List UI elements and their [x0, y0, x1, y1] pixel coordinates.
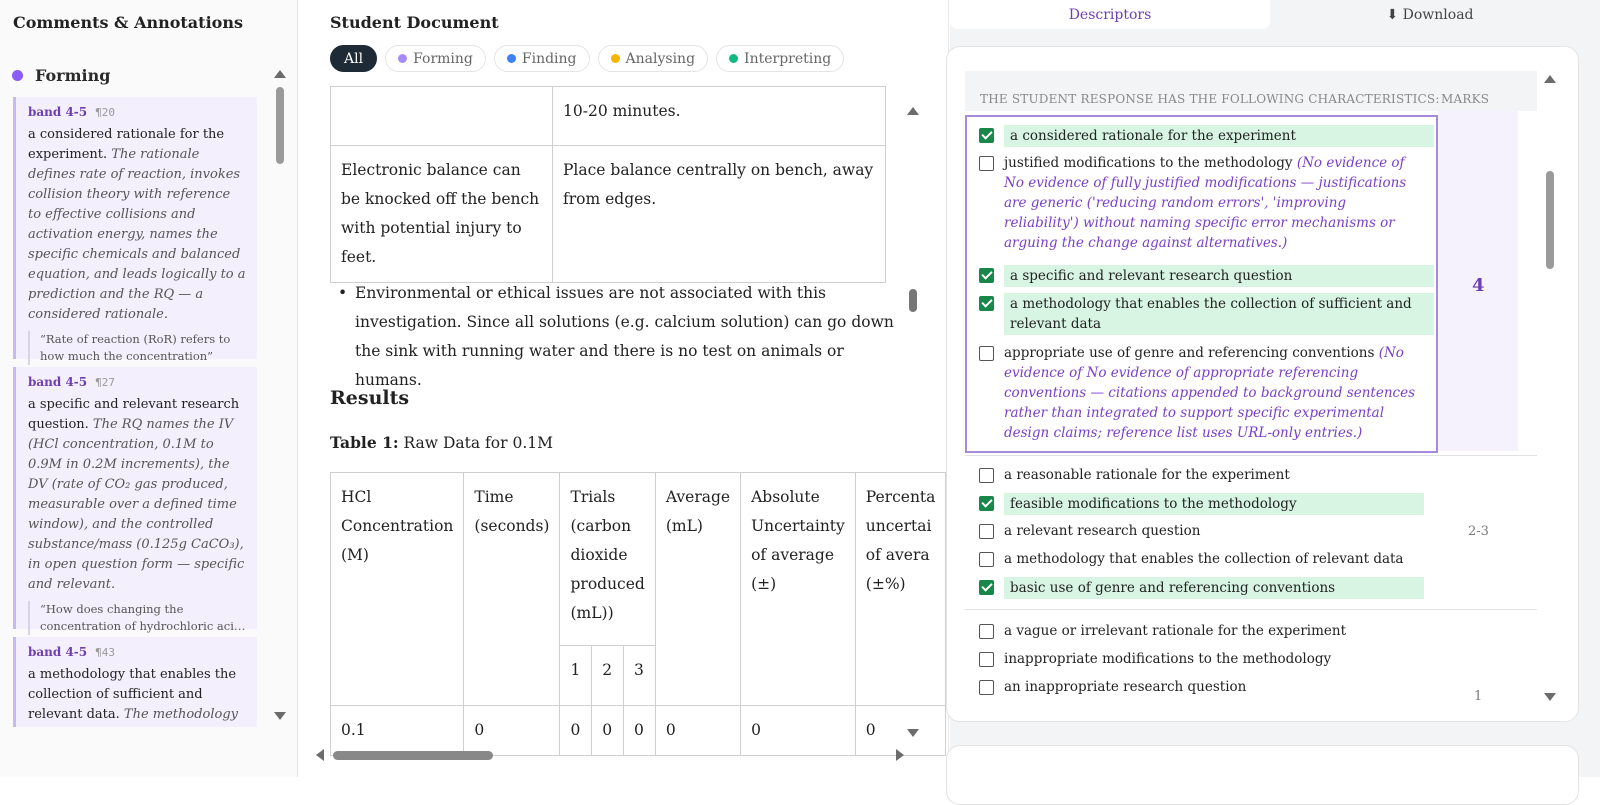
comment-text: The RQ names the IV (HCl concentration, 0.1M to 0.9M in 0.2M increments), the DV (rate of CO₂ gas produced, measurable over a defined time window), and the controlled substance/mass (0.125g CaCO₃), in open question form — specific and relevant. [28, 417, 245, 592]
descriptor-item[interactable]: basic use of genre and referencing conventions [979, 577, 1424, 599]
annotation-card[interactable] [13, 367, 257, 633]
annotation-card[interactable] [13, 97, 257, 363]
paragraph-ref: ¶20 [95, 106, 116, 119]
download-button[interactable]: ⬇ Download [1386, 6, 1474, 23]
panel-title: Comments & Annotations [13, 13, 243, 32]
group-header-forming[interactable] [12, 66, 110, 85]
filter-forming[interactable]: Forming [385, 45, 486, 72]
table-cell: 0 [560, 706, 592, 756]
checkbox[interactable] [979, 652, 994, 667]
forming-dot-icon [12, 70, 23, 81]
filter-analysing[interactable]: Analysing [598, 45, 709, 72]
band-label: band 4-5 [28, 645, 88, 659]
checkbox[interactable] [979, 156, 994, 171]
descriptor-lead: a specific and relevant research question. [28, 397, 240, 432]
doc-hscrollbar-thumb[interactable] [333, 751, 493, 760]
descriptor-item[interactable]: feasible modifications to the methodology [979, 493, 1424, 515]
quote-excerpt: “How does changing the concentration of hydrochloric aci… [28, 601, 247, 635]
descriptor-item[interactable]: a reasonable rationale for the experiment [979, 465, 1290, 485]
tab-bar [950, 0, 1590, 29]
secondary-card [946, 745, 1579, 805]
filter-finding[interactable]: Finding [494, 45, 590, 72]
group-label: Forming [35, 66, 111, 85]
filter-interpreting[interactable]: Interpreting [716, 45, 844, 72]
interpreting-dot-icon [729, 54, 738, 63]
descriptor-lead: a methodology that enables the collection of sufficient and relevant data. [28, 667, 237, 722]
finding-dot-icon [507, 54, 516, 63]
bullet-paragraph: • Environmental or ethical issues are not associated with this investigation. Since all solutions (e.g. calcium solution) can go down the sink with running water and there is no test on animals or humans. [338, 279, 894, 395]
descriptor-lead: a considered rationale for the experiment. [28, 127, 225, 162]
table-cell: 0 [655, 706, 740, 756]
table-cell: 0 [855, 706, 946, 756]
scroll-up-icon[interactable] [1544, 75, 1556, 83]
band-mark: 1 [1474, 689, 1483, 704]
marks-header: MARKS [1441, 92, 1490, 106]
descriptor-item[interactable]: a vague or irrelevant rationale for the experiment [979, 621, 1346, 641]
table-cell [331, 87, 553, 146]
band-mark: 4 [1472, 275, 1485, 296]
checkbox[interactable] [979, 552, 994, 567]
scroll-down-icon[interactable] [907, 729, 919, 737]
checkbox[interactable] [979, 580, 994, 595]
document-content [330, 96, 936, 761]
scroll-up-icon[interactable] [274, 70, 286, 78]
column-header: HCl Concentration (M) [331, 473, 464, 706]
column-header: Time (seconds) [464, 473, 560, 706]
band-row-2-3[interactable] [965, 463, 1438, 607]
paragraph-ref: ¶43 [95, 646, 116, 659]
band-mark: 2-3 [1468, 524, 1489, 539]
scroll-down-icon[interactable] [1544, 693, 1556, 701]
band-row-4[interactable] [965, 115, 1438, 453]
column-header: 1 [560, 645, 592, 705]
table-cell: Place balance centrally on bench, away from edges. [553, 146, 886, 283]
table-cell: 10-20 minutes. [553, 87, 886, 146]
checkbox[interactable] [979, 296, 994, 311]
checkbox[interactable] [979, 524, 994, 539]
document-panel [299, 0, 949, 777]
paragraph-ref: ¶27 [95, 376, 116, 389]
checkbox[interactable] [979, 496, 994, 511]
checkbox[interactable] [979, 346, 994, 361]
rubric-card [946, 46, 1579, 722]
descriptor-item[interactable]: an inappropriate research question [979, 677, 1246, 697]
scroll-up-icon[interactable] [907, 107, 919, 115]
analysing-dot-icon [611, 54, 620, 63]
column-header: Trials (carbon dioxide produced (mL)) [560, 473, 655, 646]
section-heading: Results [330, 387, 410, 409]
table-cell: Electronic balance can be knocked off the bench with potential injury to feet. [331, 146, 553, 283]
scroll-left-icon[interactable] [316, 749, 324, 761]
forming-dot-icon [398, 54, 407, 63]
descriptors-panel [950, 0, 1600, 777]
table-cell: 0 [741, 706, 856, 756]
checkbox[interactable] [979, 268, 994, 283]
table-cell: 0.1 [331, 706, 464, 756]
checkbox[interactable] [979, 468, 994, 483]
panel-title: Student Document [330, 13, 499, 32]
annotation-card[interactable] [13, 637, 257, 727]
checkbox[interactable] [979, 128, 994, 143]
scroll-right-icon[interactable] [896, 749, 904, 761]
table-caption: Table 1: Raw Data for 0.1M [330, 433, 553, 452]
checkbox[interactable] [979, 680, 994, 695]
checkbox[interactable] [979, 624, 994, 639]
band-label: band 4-5 [28, 375, 88, 389]
descriptor-item[interactable]: a methodology that enables the collection of relevant data [979, 549, 1403, 569]
band-row-1[interactable] [965, 619, 1438, 729]
descriptor-item[interactable]: a specific and relevant research question [979, 265, 1434, 287]
risk-table [330, 86, 886, 283]
characteristics-header: THE STUDENT RESPONSE HAS THE FOLLOWING CHARACTERISTICS: [980, 92, 1440, 106]
column-header: Percenta uncertai of avera (±%) [855, 473, 946, 706]
raw-data-table [330, 472, 946, 756]
column-header: Average (mL) [655, 473, 740, 706]
table-cell: 0 [464, 706, 560, 756]
rubric-header [965, 71, 1537, 111]
comments-panel [0, 0, 298, 777]
descriptor-item[interactable]: inappropriate modifications to the methodology [979, 649, 1331, 669]
tab-descriptors[interactable]: Descriptors [950, 0, 1270, 29]
band-label: band 4-5 [28, 105, 88, 119]
descriptor-item[interactable]: appropriate use of genre and referencing conventions (No evidence of No evidence of appropriate referencing conventions — citations appended to background sentences rather than integrated to support specific experimental design claims; reference list uses URL-only entries.) [979, 343, 1419, 443]
comment-text: The methodology [123, 707, 239, 722]
comment-text: The rationale defines rate of reaction, invokes collision theory with reference to effective collisions and activation energy, names the specific chemicals and balanced equation, and leads logically to a prediction and the RQ — a considered rationale. [28, 147, 246, 322]
table-cell: 0 [624, 706, 656, 756]
row-divider [965, 455, 1537, 456]
filter-all[interactable]: All [330, 45, 377, 72]
descriptor-item[interactable]: justified modifications to the methodology (No evidence of No evidence of fully justified modifications — justifications are generic ('reducing random errors', 'improving reliability') without naming specific error mechanisms or arguing the change against alternatives.) [979, 153, 1419, 253]
doc-scrollbar-thumb[interactable] [909, 289, 917, 312]
filter-bar [330, 45, 844, 72]
quote-excerpt: “Rate of reaction (RoR) refers to how much the concentration” [28, 331, 247, 365]
scroll-down-icon[interactable] [274, 712, 286, 720]
column-header: Absolute Uncertainty of average (±) [741, 473, 856, 706]
column-header: 2 [592, 645, 624, 705]
descriptor-item[interactable]: a relevant research question [979, 521, 1200, 541]
descriptor-item[interactable]: a methodology that enables the collection of sufficient and relevant data [979, 293, 1434, 335]
descriptor-item[interactable]: a considered rationale for the experiment [979, 125, 1434, 147]
table-cell: 0 [592, 706, 624, 756]
column-header: 3 [624, 645, 656, 705]
left-scrollbar-thumb[interactable] [276, 87, 284, 164]
rubric-scrollbar-thumb[interactable] [1546, 171, 1554, 269]
table-row [331, 706, 946, 756]
row-divider [965, 609, 1537, 610]
